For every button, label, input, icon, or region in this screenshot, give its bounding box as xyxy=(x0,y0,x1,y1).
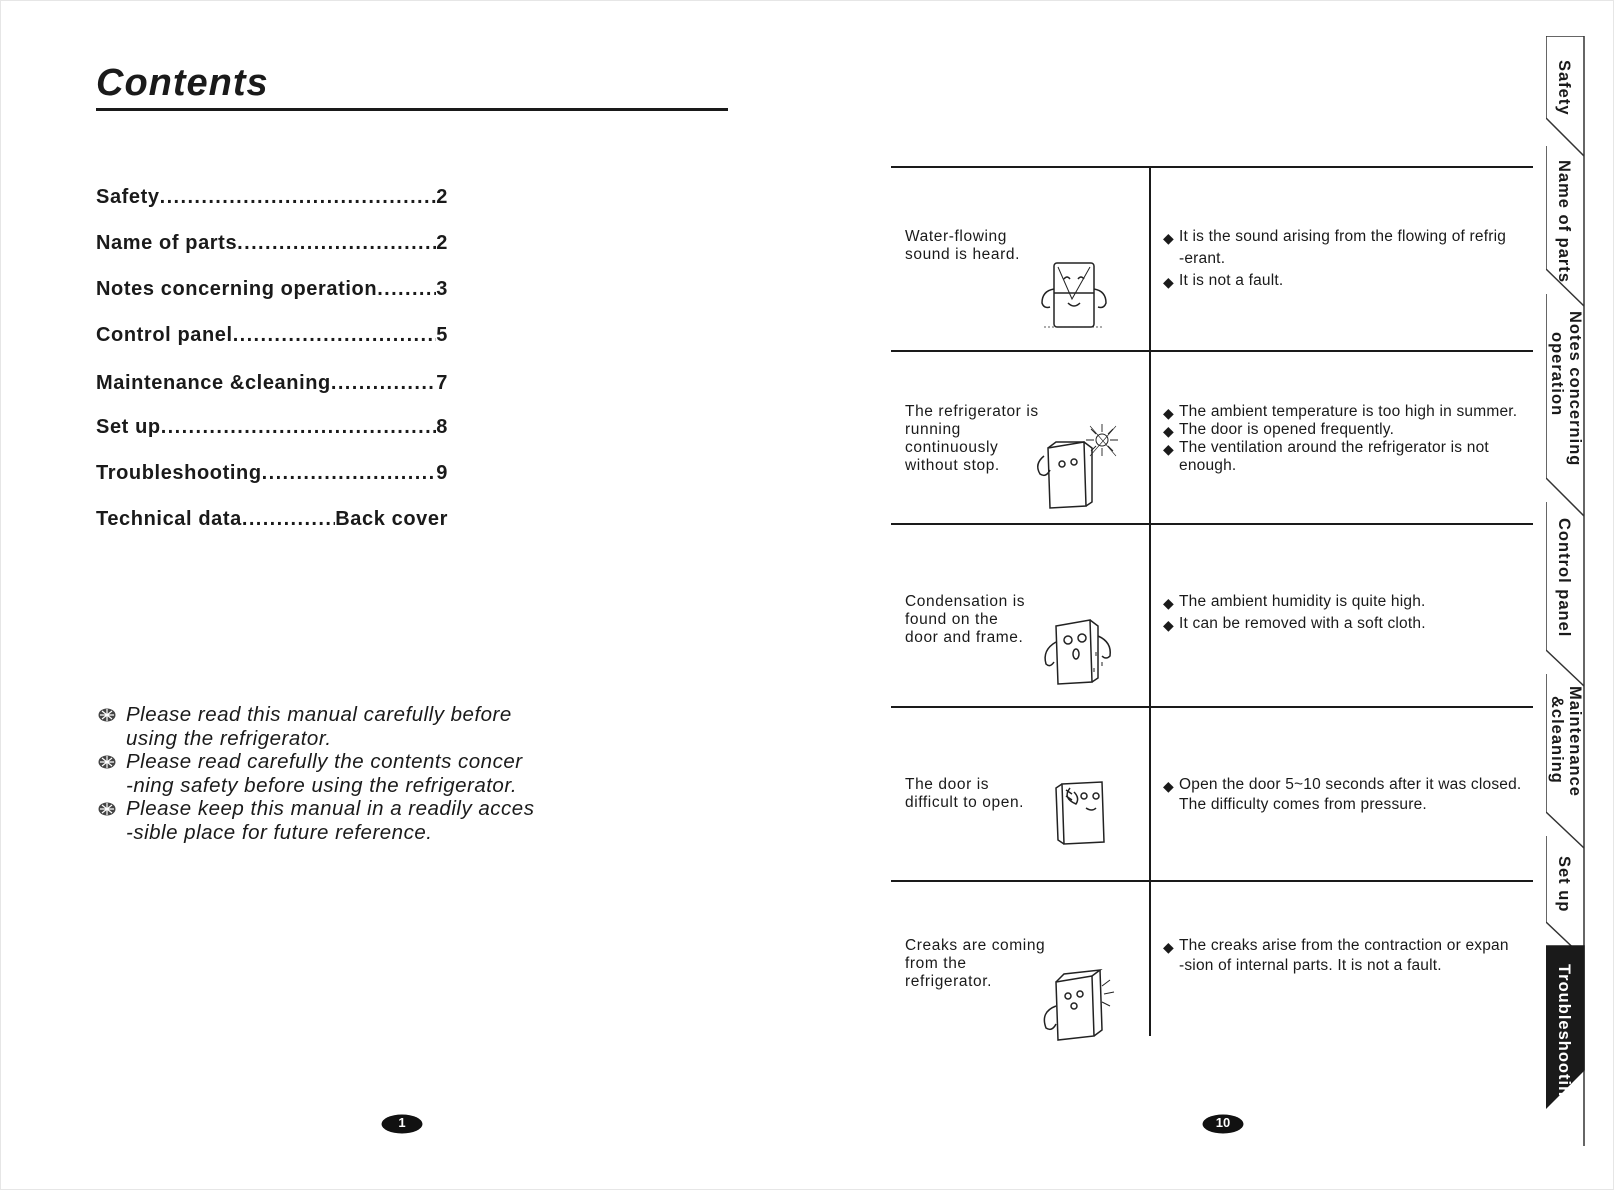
page-number-text: 10 xyxy=(1215,1115,1231,1130)
cause-item xyxy=(1163,272,1506,290)
cause-line: The difficulty comes from pressure. xyxy=(1179,796,1427,813)
symptom-line: sound is heard. xyxy=(905,246,1020,263)
symptom-line: from the xyxy=(905,955,967,972)
table-row-symptom xyxy=(905,593,1025,647)
table-rule xyxy=(891,706,1533,708)
toc-label: Safety xyxy=(96,186,160,208)
toc-entry-troubleshooting[interactable] xyxy=(96,462,448,485)
symptom-line: Condensation is xyxy=(905,593,1026,610)
fridge-sweating-illustration xyxy=(1036,612,1118,688)
cause-item xyxy=(1163,228,1506,272)
fridge-hot-sun-illustration xyxy=(1030,420,1120,512)
diamond-bullet-icon: ◆ xyxy=(1163,274,1174,290)
toc-label: Troubleshooting xyxy=(96,462,262,484)
toc-leader xyxy=(233,324,437,347)
tab-set-up[interactable]: Set up xyxy=(1555,856,1573,913)
cause-item xyxy=(1163,937,1509,975)
page-title: Contents xyxy=(96,62,269,104)
tab-maintenance-cleaning-line2[interactable]: &cleaning xyxy=(1548,696,1566,784)
toc-leader xyxy=(161,416,437,439)
diamond-bullet-icon: ◆ xyxy=(1163,230,1174,246)
toc-page: 8 xyxy=(436,416,448,438)
cause-line: The ambient temperature is too high in summer. xyxy=(1179,403,1518,420)
toc-leader xyxy=(377,278,436,301)
diamond-bullet-icon: ◆ xyxy=(1163,939,1174,955)
toc-leader xyxy=(160,186,437,209)
toc-leader xyxy=(262,462,437,485)
table-column-divider xyxy=(1149,166,1151,1036)
toc-entry-maintenance-cleaning[interactable] xyxy=(96,372,448,395)
table-rule xyxy=(891,880,1533,882)
tab-control-panel[interactable]: Control panel xyxy=(1555,518,1573,638)
diamond-bullet-icon: ◆ xyxy=(1163,617,1174,633)
toc-page: 9 xyxy=(436,462,448,484)
diamond-bullet-icon: ◆ xyxy=(1163,441,1174,457)
toc-label: Name of parts xyxy=(96,232,238,254)
cause-line: The ventilation around the refrigerator is not xyxy=(1179,439,1489,456)
toc-page: 7 xyxy=(436,372,448,394)
toc-label: Notes concerning operation xyxy=(96,278,378,300)
fridge-listening-illustration xyxy=(1038,259,1112,331)
toc-entry-notes-concerning-operation[interactable] xyxy=(96,278,448,301)
note-line: -ning safety before using the refrigerator. xyxy=(126,774,518,797)
cause-line: Open the door 5~10 seconds after it was closed. xyxy=(1179,776,1522,793)
toc-entry-name-of-parts[interactable] xyxy=(96,232,448,255)
table-row-symptom xyxy=(905,776,1024,812)
title-rule xyxy=(96,108,728,111)
toc-page: 5 xyxy=(436,324,448,346)
symptom-line: found on the xyxy=(905,611,999,628)
table-row-symptom xyxy=(905,228,1020,264)
symptom-line: door and frame. xyxy=(905,629,1024,646)
tab-maintenance-cleaning[interactable]: Maintenance xyxy=(1566,686,1584,797)
toc-label: Technical data xyxy=(96,508,242,530)
cause-line: enough. xyxy=(1179,457,1237,474)
cause-item xyxy=(1163,403,1517,421)
toc-entry-control-panel[interactable] xyxy=(96,324,448,347)
tab-notes-concerning-operation-line2[interactable]: operation xyxy=(1548,332,1566,417)
page-number-text: 1 xyxy=(398,1115,406,1130)
toc-leader xyxy=(331,372,436,395)
symptom-line: The door is xyxy=(905,776,990,793)
symptom-line: without stop. xyxy=(905,457,1000,474)
toc-leader xyxy=(242,508,335,531)
toc-page: Back cover xyxy=(335,508,448,530)
symptom-line: refrigerator. xyxy=(905,973,993,990)
diamond-bullet-icon: ◆ xyxy=(1163,423,1174,439)
table-row-causes xyxy=(1163,937,1509,975)
fridge-door-pulling-illustration xyxy=(1052,778,1116,848)
cause-line: It is the sound arising from the flowing of refrig xyxy=(1179,228,1507,245)
toc-page: 2 xyxy=(436,232,448,254)
diamond-bullet-icon: ◆ xyxy=(1163,595,1174,611)
table-row-causes xyxy=(1163,776,1521,814)
symptom-line: Creaks are coming xyxy=(905,937,1046,954)
cause-item xyxy=(1163,615,1426,633)
note-line: Please keep this manual in a readily acces xyxy=(126,797,535,820)
cause-line: It can be removed with a soft cloth. xyxy=(1179,615,1426,632)
toc-leader xyxy=(237,232,436,255)
table-row-symptom xyxy=(905,403,1039,475)
fridge-creaking-illustration xyxy=(1034,966,1118,1044)
symptom-line: continuously xyxy=(905,439,999,456)
toc-label: Set up xyxy=(96,416,161,438)
table-rule xyxy=(891,523,1533,525)
cause-line: -erant. xyxy=(1179,250,1226,267)
tab-troubleshooting[interactable]: Troubleshooting xyxy=(1555,964,1573,1109)
table-row-symptom xyxy=(905,937,1045,991)
table-rule xyxy=(891,166,1533,168)
cause-line: The ambient humidity is quite high. xyxy=(1179,593,1426,610)
toc-entry-safety[interactable] xyxy=(96,186,448,209)
toc-entry-technical-data[interactable] xyxy=(96,508,448,531)
toc-label: Maintenance &cleaning xyxy=(96,372,331,394)
table-row-causes xyxy=(1163,593,1426,633)
tab-notes-concerning-operation[interactable]: Notes concerning xyxy=(1566,311,1584,467)
table-rule xyxy=(891,350,1533,352)
toc-page: 3 xyxy=(436,278,448,300)
tab-name-of-parts[interactable]: Name of parts xyxy=(1555,160,1573,284)
cause-line: The creaks arise from the contraction or expan xyxy=(1179,937,1509,954)
diamond-bullet-icon: ◆ xyxy=(1163,405,1174,421)
page-number-right xyxy=(1202,1114,1244,1134)
table-row-causes xyxy=(1163,228,1506,290)
note-line: Please read this manual carefully before xyxy=(126,703,512,726)
symptom-line: Water-flowing xyxy=(905,228,1007,245)
note-line: -sible place for future reference. xyxy=(126,821,433,844)
cause-line: -sion of internal parts. It is not a fault. xyxy=(1179,957,1442,974)
toc-entry-set-up[interactable] xyxy=(96,416,448,439)
section-tabs xyxy=(1546,36,1614,1146)
page-number-left xyxy=(381,1114,423,1134)
symptom-line: difficult to open. xyxy=(905,794,1025,811)
cause-line: The door is opened frequently. xyxy=(1179,421,1395,438)
tab-safety[interactable]: Safety xyxy=(1555,60,1573,116)
toc-page: 2 xyxy=(436,186,448,208)
symptom-line: The refrigerator is xyxy=(905,403,1039,420)
cause-item xyxy=(1163,593,1426,615)
cause-item xyxy=(1163,421,1517,439)
flower-bullet-icon xyxy=(98,753,116,771)
table-row-causes xyxy=(1163,403,1517,475)
symptom-line: running xyxy=(905,421,961,438)
flower-bullet-icon xyxy=(98,800,116,818)
diamond-bullet-icon: ◆ xyxy=(1163,778,1174,794)
flower-bullet-icon xyxy=(98,706,116,724)
note-line: Please read carefully the contents concer xyxy=(126,750,523,773)
cause-item xyxy=(1163,439,1517,475)
cause-item xyxy=(1163,776,1521,814)
note-line: using the refrigerator. xyxy=(126,727,332,750)
toc-label: Control panel xyxy=(96,324,233,346)
cause-line: It is not a fault. xyxy=(1179,272,1284,289)
